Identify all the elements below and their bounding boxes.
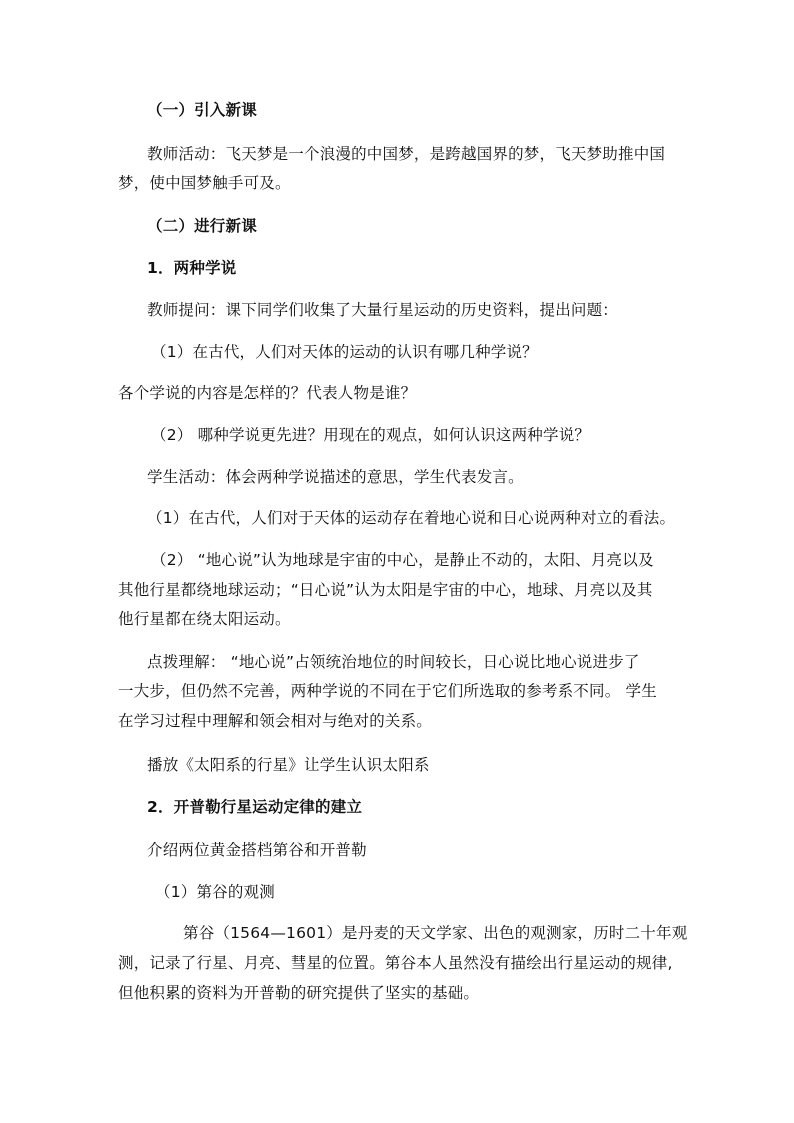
subsection-heading-kepler-laws: 2．开普勒行星运动定律的建立 — [147, 798, 363, 816]
paragraph-line: 其他行星都绕地球运动；“日心说”认为太阳是宇宙的中心，地球、月亮以及其 — [118, 581, 653, 599]
paragraph-line: 在学习过程中理解和领会相对与绝对的关系。 — [118, 712, 433, 730]
paragraph-line: 梦，使中国梦触手可及。 — [118, 174, 291, 192]
section-heading-new-lesson: （二）进行新课 — [147, 217, 257, 235]
paragraph-line: （2） “地心说”认为地球是宇宙的中心，是静止不动的，太阳、月亮以及 — [151, 551, 654, 569]
paragraph-line: 但他积累的资料为开普勒的研究提供了坚实的基础。 — [118, 984, 480, 1002]
paragraph-line: 测，记录了行星、月亮、彗星的位置。第谷本人虽然没有描绘出行星运动的规律, — [118, 954, 673, 972]
paragraph-line: 各个学说的内容是怎样的？代表人物是谁？ — [118, 384, 417, 402]
subsection-heading-two-theories: 1．两种学说 — [147, 259, 237, 277]
paragraph-line: （1）在古代，人们对天体的运动的认识有哪几种学说？ — [151, 343, 538, 361]
paragraph-line: 教师活动：飞天梦是一个浪漫的中国梦，是跨越国界的梦，飞天梦助推中国 — [147, 145, 666, 163]
paragraph-line: 点拨理解： “地心说”占领统治地位的时间较长，日心说比地心说进步了 — [147, 653, 640, 671]
paragraph-line: 他行星都在绕太阳运动。 — [118, 610, 291, 628]
paragraph-line: （1）在古代，人们对于天体的运动存在着地心说和日心说两种对立的看法。 — [147, 509, 676, 527]
paragraph-line: 介绍两位黄金搭档第谷和开普勒 — [147, 841, 367, 859]
section-heading-intro: （一）引入新课 — [147, 101, 257, 119]
paragraph-line: （1）第谷的观测 — [155, 883, 275, 901]
paragraph-line: 第谷（1564—1601）是丹麦的天文学家、出色的观测家，历时二十年观 — [183, 924, 688, 942]
paragraph-line: 一大步，但仍然不完善，两种学说的不同在于它们所选取的参考系不同。 学生 — [118, 682, 657, 700]
paragraph-line: 教师提问：课下同学们收集了大量行星运动的历史资料，提出问题： — [147, 301, 619, 319]
paragraph-line: 学生活动：体会两种学说描述的意思，学生代表发言。 — [147, 468, 524, 486]
paragraph-line: （2） 哪种学说更先进？用现在的观点，如何认识这两种学说？ — [151, 426, 591, 444]
paragraph-line: 播放《太阳系的行星》让学生认识太阳系 — [147, 756, 430, 774]
